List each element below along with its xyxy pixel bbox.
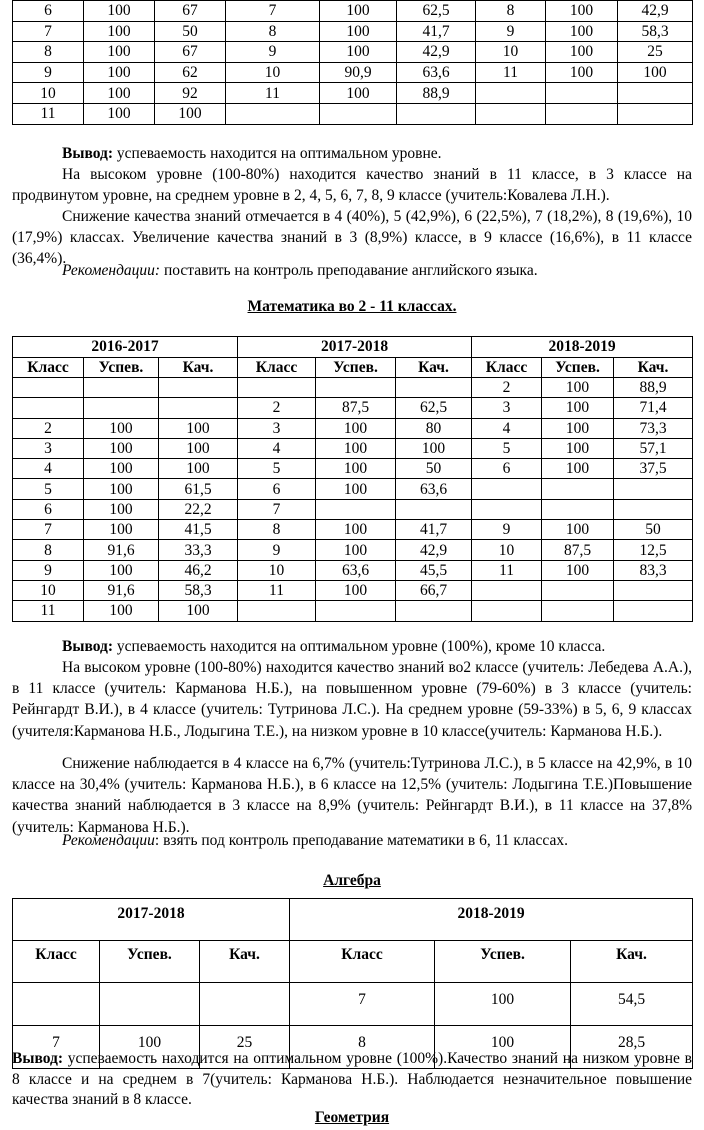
- table-cell: 42,9: [618, 1, 693, 22]
- table-cell: [13, 378, 84, 398]
- table-cell: 67: [155, 42, 226, 63]
- table-cell: 100: [159, 459, 238, 479]
- math-decline-paragraph: Снижение наблюдается в 4 классе на 6,7% (учитель:Тутринова Л.С.), в 5 классе на 42,9%, в 10 классе на 30,4% (учитель: Карманова Н.Б.), в 6 классе на 12,5% (учитель: Лодыгина Т.Е.)Повышение качества знаний наблюдается в 3 классе на 8,9% (учитель: Рейнгардт В.И.), в 11 классе на 37,8% (учитель: Карманова Н.Б.).: [12, 755, 692, 836]
- english-decline-paragraph: Снижение качества знаний отмечается в 4 (40%), 5 (42,9%), 6 (22,5%), 7 (18,2%), 8 (19,6%), 10 (17,9%) классах. Увеличение качества знаний в 3 (8,9%) классе, в 9 классе (16,6%), в 11 классе (36,4%).: [12, 208, 692, 268]
- table-cell: 100: [159, 601, 238, 621]
- table-row: [13, 479, 693, 499]
- table-cell: 100: [84, 418, 159, 438]
- table-cell: [614, 601, 693, 621]
- table-cell: 6: [13, 499, 84, 519]
- column-header: Успев.: [542, 358, 614, 378]
- table-cell: [546, 83, 618, 104]
- table-cell: 100: [542, 418, 614, 438]
- table-cell: 61,5: [159, 479, 238, 499]
- table-row: [13, 418, 693, 438]
- table-cell: 5: [13, 479, 84, 499]
- table-cell: 41,7: [396, 520, 472, 540]
- column-header: Кач.: [159, 358, 238, 378]
- table-cell: 100: [316, 540, 396, 560]
- table-cell: 100: [84, 499, 159, 519]
- table-cell: 100: [155, 103, 226, 124]
- table-cell: [542, 580, 614, 600]
- table-cell: 73,3: [614, 418, 693, 438]
- english-high-level-paragraph: На высоком уровне (100-80%) находится качество знаний в 11 классе, в 3 классе на продвинутом уровне, на среднем уровне в 2, 4, 5, 6, 7, 8, 9 классе (учитель:Ковалева Л.Н.).: [12, 166, 692, 205]
- column-header: Класс: [472, 358, 542, 378]
- table-cell: 8: [226, 21, 320, 42]
- table-cell: [320, 103, 397, 124]
- table-cell: 100: [542, 378, 614, 398]
- table-cell: 10: [13, 83, 84, 104]
- algebra-results-table: [12, 898, 693, 1069]
- recommendation-label: Рекомендации: [62, 832, 155, 849]
- conclusion-label: Вывод:: [12, 1050, 64, 1067]
- table-row: [13, 1, 693, 22]
- table-cell: 100: [84, 479, 159, 499]
- table-cell: 100: [159, 438, 238, 458]
- table-cell: 67: [155, 1, 226, 22]
- table-cell: 100: [100, 1026, 200, 1069]
- table-cell: 7: [238, 499, 316, 519]
- table-cell: 8: [290, 1026, 435, 1069]
- table-row: [13, 580, 693, 600]
- table-cell: 4: [13, 459, 84, 479]
- table-cell: 50: [614, 520, 693, 540]
- table-cell: 88,9: [397, 83, 476, 104]
- table-cell: 58,3: [159, 580, 238, 600]
- table-cell: [614, 479, 693, 499]
- table-cell: 100: [159, 418, 238, 438]
- table-cell: 100: [84, 601, 159, 621]
- table-cell: 9: [13, 560, 84, 580]
- table-cell: 2: [238, 398, 316, 418]
- algebra-conclusion: [12, 1049, 692, 1111]
- table-cell: 41,7: [397, 21, 476, 42]
- table-cell: 62,5: [396, 398, 472, 418]
- conclusion-text: успеваемость находится на оптимальном уровне (100%), кроме 10 класса.: [113, 638, 606, 655]
- table-cell: [84, 378, 159, 398]
- table-cell: 25: [618, 42, 693, 63]
- table-cell: 50: [396, 459, 472, 479]
- column-header: Класс: [238, 358, 316, 378]
- column-header: Кач.: [614, 358, 693, 378]
- table-cell: 6: [472, 459, 542, 479]
- table-cell: [316, 378, 396, 398]
- table-cell: [618, 103, 693, 124]
- conclusion-label: Вывод:: [62, 145, 114, 162]
- table-cell: 41,5: [159, 520, 238, 540]
- table-cell: 83,3: [614, 560, 693, 580]
- table-cell: [84, 398, 159, 418]
- english-results-table: [12, 0, 693, 125]
- table-cell: 100: [542, 520, 614, 540]
- table-cell: 90,9: [320, 62, 397, 83]
- table-cell: [316, 499, 396, 519]
- table-cell: 4: [472, 418, 542, 438]
- table-cell: 91,6: [84, 540, 159, 560]
- table-row: [13, 459, 693, 479]
- table-cell: 3: [13, 438, 84, 458]
- table-cell: 100: [396, 438, 472, 458]
- table-cell: [13, 983, 100, 1026]
- table-cell: 10: [472, 540, 542, 560]
- table-cell: 11: [238, 580, 316, 600]
- table-cell: 100: [542, 398, 614, 418]
- table-cell: [476, 83, 546, 104]
- table-cell: 10: [13, 580, 84, 600]
- column-header: Успев.: [435, 941, 571, 983]
- table-cell: 100: [316, 438, 396, 458]
- table-cell: 22,2: [159, 499, 238, 519]
- table-cell: 100: [84, 1, 155, 22]
- table-cell: 100: [316, 520, 396, 540]
- table-cell: 10: [226, 62, 320, 83]
- table-cell: [472, 479, 542, 499]
- column-header: Кач.: [200, 941, 290, 983]
- conclusion-text: успеваемость находится на оптимальном уровне.: [113, 145, 442, 162]
- math-table-body: [13, 378, 693, 622]
- table-cell: 100: [618, 62, 693, 83]
- recommendation-text: : взять под контроль преподавание математики в 6, 11 классах.: [154, 832, 568, 849]
- table-row: [13, 540, 693, 560]
- table-cell: 37,5: [614, 459, 693, 479]
- table-cell: 8: [13, 540, 84, 560]
- table-cell: 63,6: [396, 479, 472, 499]
- table-cell: 100: [84, 438, 159, 458]
- table-cell: [472, 601, 542, 621]
- table-cell: 8: [238, 520, 316, 540]
- table-cell: 3: [472, 398, 542, 418]
- table-cell: 80: [396, 418, 472, 438]
- column-header: Кач.: [396, 358, 472, 378]
- table-cell: 58,3: [618, 21, 693, 42]
- table-cell: 46,2: [159, 560, 238, 580]
- table-row: [13, 438, 693, 458]
- table-cell: 42,9: [397, 42, 476, 63]
- table-cell: 10: [476, 42, 546, 63]
- table-cell: 11: [226, 83, 320, 104]
- table-cell: 57,1: [614, 438, 693, 458]
- table-cell: 100: [316, 418, 396, 438]
- table-cell: 92: [155, 83, 226, 104]
- table-cell: 91,6: [84, 580, 159, 600]
- table-cell: 100: [435, 983, 571, 1026]
- table-cell: 11: [472, 560, 542, 580]
- table-cell: [316, 601, 396, 621]
- table-cell: 7: [13, 1026, 100, 1069]
- table-cell: [159, 378, 238, 398]
- table-cell: 100: [320, 83, 397, 104]
- geometry-section-title: Геометрия: [314, 1109, 390, 1126]
- table-cell: 10: [238, 560, 316, 580]
- table-row: [13, 42, 693, 63]
- table-cell: 100: [84, 520, 159, 540]
- table-cell: 5: [472, 438, 542, 458]
- table-cell: 5: [238, 459, 316, 479]
- table-cell: 7: [13, 21, 84, 42]
- year-header: 2017-2018: [238, 337, 472, 358]
- table-cell: [396, 601, 472, 621]
- table-cell: 100: [542, 560, 614, 580]
- table-cell: 62: [155, 62, 226, 83]
- table-row: [13, 21, 693, 42]
- table-cell: 71,4: [614, 398, 693, 418]
- table-cell: 8: [13, 42, 84, 63]
- column-header: Успев.: [316, 358, 396, 378]
- math-section-title: Математика во 2 - 11 классах.: [247, 298, 457, 315]
- table-cell: 9: [226, 42, 320, 63]
- table-cell: 9: [472, 520, 542, 540]
- table-cell: [238, 378, 316, 398]
- column-header: Класс: [13, 358, 84, 378]
- table-cell: 7: [13, 520, 84, 540]
- table-cell: 63,6: [316, 560, 396, 580]
- table-cell: [542, 499, 614, 519]
- table-cell: 12,5: [614, 540, 693, 560]
- table-cell: 100: [542, 459, 614, 479]
- table-cell: [396, 499, 472, 519]
- table-cell: 100: [546, 21, 618, 42]
- table-cell: 100: [546, 1, 618, 22]
- table-cell: 100: [316, 580, 396, 600]
- table-row: [13, 83, 693, 104]
- table-cell: 88,9: [614, 378, 693, 398]
- math-conclusion: [12, 636, 692, 657]
- table-cell: 100: [546, 62, 618, 83]
- table-cell: [200, 983, 290, 1026]
- table-cell: 7: [290, 983, 435, 1026]
- math-results-table: [12, 336, 693, 622]
- table-cell: [618, 83, 693, 104]
- table-row: [13, 983, 693, 1026]
- table-cell: 100: [84, 560, 159, 580]
- table-cell: [614, 499, 693, 519]
- table-cell: [397, 103, 476, 124]
- table-cell: 9: [238, 540, 316, 560]
- table-row: [13, 560, 693, 580]
- table-cell: 42,9: [396, 540, 472, 560]
- table-cell: 9: [476, 21, 546, 42]
- math-columns-row: [13, 358, 693, 378]
- table-cell: 9: [13, 62, 84, 83]
- algebra-section-title: Алгебра: [323, 872, 381, 889]
- table-cell: 100: [546, 42, 618, 63]
- conclusion-text: успеваемость находится на оптимальном уровне (100%).Качество знаний на низком уровне в 8 классе и на среднем в 7(учитель: Карманова Н.Б.). Наблюдается незначительное повышение качества знаний в 8 классе.: [12, 1050, 692, 1108]
- table-row: [13, 378, 693, 398]
- column-header: Класс: [290, 941, 435, 983]
- table-cell: 100: [84, 83, 155, 104]
- table-cell: [226, 103, 320, 124]
- column-header: Класс: [13, 941, 100, 983]
- table-cell: 100: [435, 1026, 571, 1069]
- table-cell: 4: [238, 438, 316, 458]
- table-cell: 100: [316, 459, 396, 479]
- table-cell: [546, 103, 618, 124]
- year-header: 2016-2017: [13, 337, 238, 358]
- column-header: Успев.: [100, 941, 200, 983]
- table-cell: 87,5: [316, 398, 396, 418]
- table-cell: 62,5: [397, 1, 476, 22]
- math-recommendation: [12, 830, 692, 851]
- table-row: [13, 520, 693, 540]
- table-cell: 63,6: [397, 62, 476, 83]
- year-header: 2018-2019: [290, 899, 693, 941]
- table-cell: 2: [13, 418, 84, 438]
- table-cell: 6: [238, 479, 316, 499]
- table-cell: 100: [84, 42, 155, 63]
- table-row: [13, 62, 693, 83]
- table-cell: [13, 398, 84, 418]
- table-cell: 100: [320, 1, 397, 22]
- table-row: [13, 601, 693, 621]
- english-conclusion: [12, 143, 692, 164]
- math-high-level-paragraph: На высоком уровне (100-80%) находится качество знаний во2 классе (учитель: Лебедева А.А.), в 11 классе (учитель: Карманова Н.Б.), на повышенном уровне (79-60%) в 3 классе (учитель: Рейнгардт В.И.), в 4 классе (учитель: Тутринова Л.С.). На среднем уровне (59-33%) в 5, 6, 9 классах (учителя:Карманова Н.Б., Лодыгина Т.Е.), на низком уровне в 10 классе(учитель: Карманова Н.Б.).: [12, 659, 692, 740]
- table-cell: 100: [320, 21, 397, 42]
- table-cell: [614, 580, 693, 600]
- table-cell: [542, 479, 614, 499]
- algebra-columns-row: [13, 941, 693, 983]
- table-row: [13, 398, 693, 418]
- table-cell: 45,5: [396, 560, 472, 580]
- table-cell: 11: [13, 103, 84, 124]
- table-cell: [476, 103, 546, 124]
- table-cell: [472, 499, 542, 519]
- table-cell: 100: [84, 21, 155, 42]
- table-cell: 100: [542, 438, 614, 458]
- table-cell: 7: [226, 1, 320, 22]
- conclusion-label: Вывод:: [62, 638, 114, 655]
- algebra-years-row: [13, 899, 693, 941]
- table-row: [13, 499, 693, 519]
- table-cell: 100: [84, 103, 155, 124]
- english-recommendation: [12, 260, 692, 281]
- recommendation-label: Рекомендации:: [62, 262, 161, 279]
- table-cell: 50: [155, 21, 226, 42]
- table-cell: 28,5: [571, 1026, 693, 1069]
- table-cell: 8: [476, 1, 546, 22]
- table-cell: 100: [320, 42, 397, 63]
- table-cell: 33,3: [159, 540, 238, 560]
- table-cell: 3: [238, 418, 316, 438]
- table-cell: [238, 601, 316, 621]
- column-header: Кач.: [571, 941, 693, 983]
- table-cell: 100: [84, 459, 159, 479]
- table-cell: 66,7: [396, 580, 472, 600]
- table-cell: 2: [472, 378, 542, 398]
- english-table-body: [13, 1, 693, 125]
- table-cell: 6: [13, 1, 84, 22]
- column-header: Успев.: [84, 358, 159, 378]
- table-cell: [396, 378, 472, 398]
- table-cell: 25: [200, 1026, 290, 1069]
- table-row: [13, 103, 693, 124]
- table-cell: [472, 580, 542, 600]
- table-cell: 54,5: [571, 983, 693, 1026]
- year-header: 2018-2019: [472, 337, 693, 358]
- year-header: 2017-2018: [13, 899, 290, 941]
- table-cell: 11: [476, 62, 546, 83]
- table-cell: 87,5: [542, 540, 614, 560]
- math-years-row: [13, 337, 693, 358]
- table-cell: 11: [13, 601, 84, 621]
- table-cell: 100: [84, 62, 155, 83]
- table-cell: [542, 601, 614, 621]
- table-cell: 100: [316, 479, 396, 499]
- table-cell: [100, 983, 200, 1026]
- table-cell: [159, 398, 238, 418]
- recommendation-text: поставить на контроль преподавание английского языка.: [160, 262, 538, 279]
